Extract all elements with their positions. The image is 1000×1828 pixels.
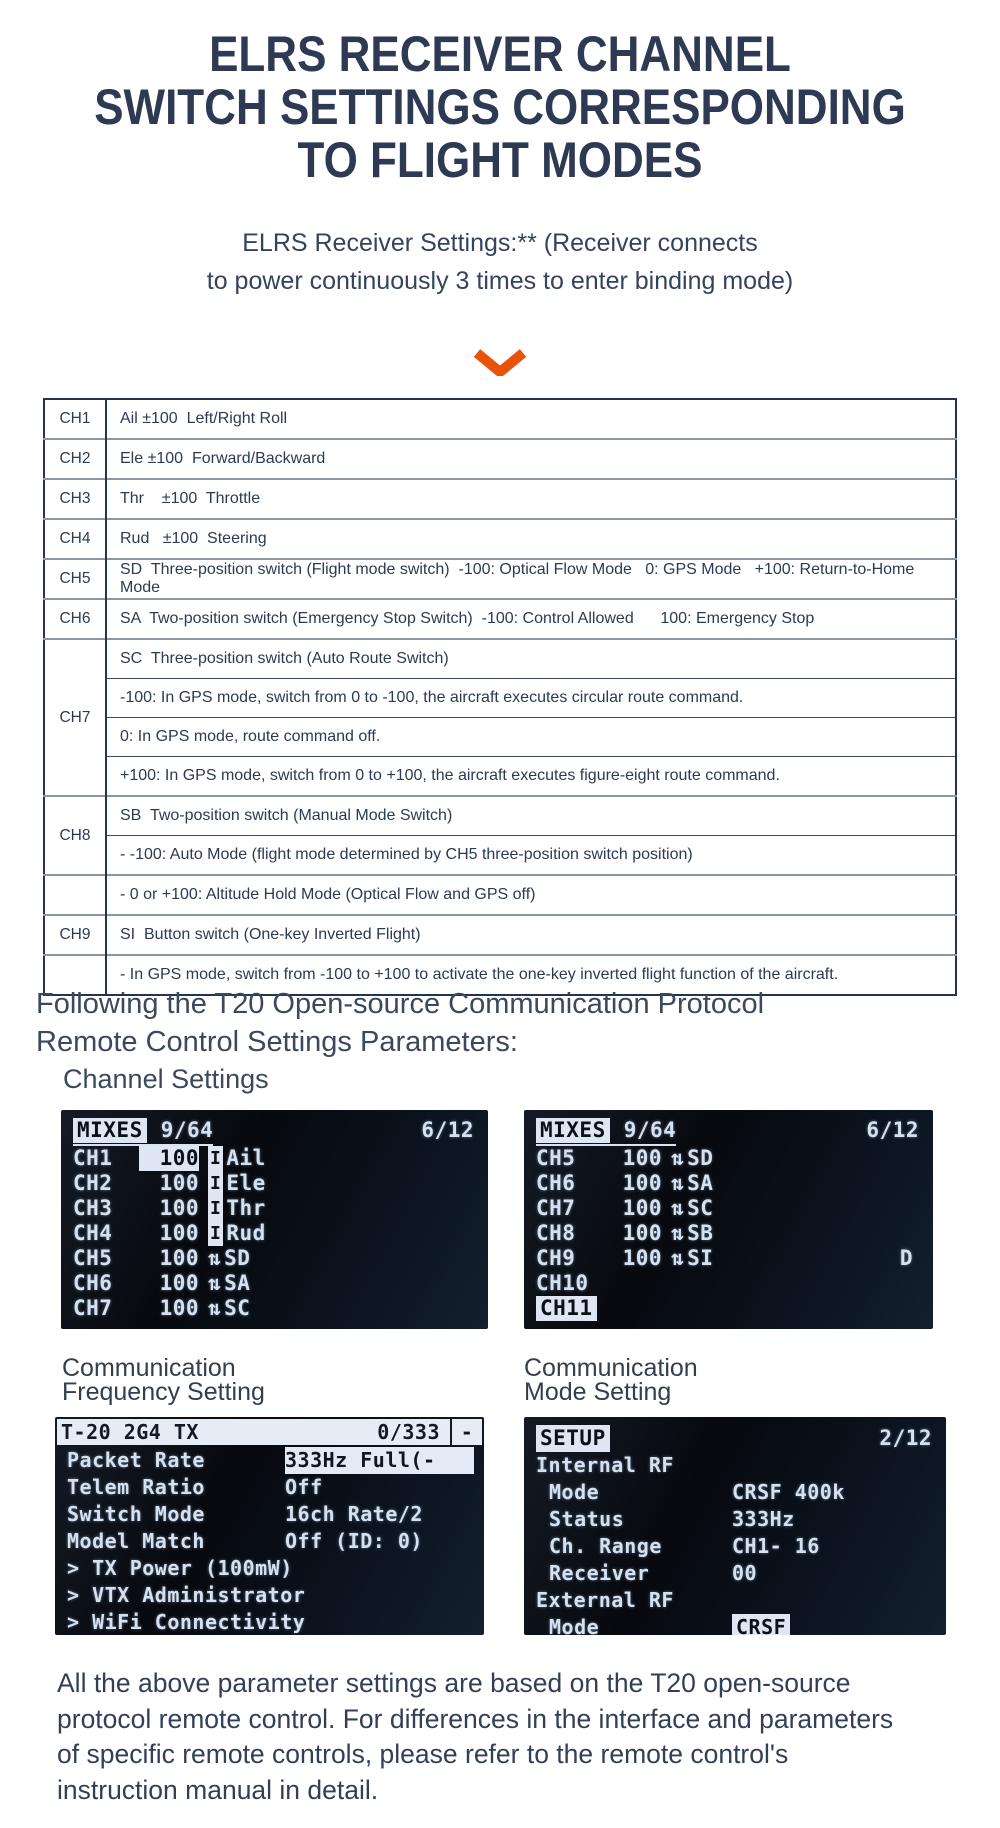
setup-label: Ch. Range <box>549 1534 662 1558</box>
setup-row <box>536 1479 936 1506</box>
subtitle <box>0 224 1000 300</box>
setup-value: 00 <box>732 1561 758 1585</box>
mix-channel: CH6 <box>73 1271 113 1295</box>
mix-channel: CH2 <box>73 1171 113 1195</box>
param-row <box>67 1528 474 1555</box>
tx-title: T-20 2G4 TX <box>61 1420 199 1444</box>
mix-row <box>73 1246 478 1271</box>
setup-row <box>536 1587 936 1614</box>
channel-description: Thr ±100 Throttle <box>106 479 956 519</box>
page-indicator: 6/12 <box>866 1118 919 1142</box>
setup-row <box>536 1614 936 1635</box>
channel-description: - 0 or +100: Altitude Hold Mode (Optical Flow and GPS off) <box>106 875 956 915</box>
table-subrow <box>44 679 956 718</box>
channel-label: CH4 <box>44 519 106 559</box>
channel-description: 0: In GPS mode, route command off. <box>106 718 956 757</box>
setup-label: Internal RF <box>536 1453 674 1477</box>
table-subrow <box>44 757 956 797</box>
lcd-screen-mixes-ch5-ch11 <box>524 1110 933 1329</box>
setup-label: External RF <box>536 1588 674 1612</box>
mix-channel-selected: CH11 <box>536 1296 597 1321</box>
mix-channel: CH10 <box>536 1271 589 1295</box>
switch-updown-icon: ⇅ <box>671 1246 685 1270</box>
param-row <box>67 1447 474 1474</box>
switch-updown-icon: ⇅ <box>208 1246 222 1270</box>
heading-line: Frequency Setting <box>62 1378 265 1406</box>
mix-channel: CH8 <box>536 1221 576 1245</box>
lcd-header <box>536 1425 936 1452</box>
channel-description: SA Two-position switch (Emergency Stop Switch) -100: Control Allowed 100: Emergency Stop <box>106 599 956 639</box>
footer-note <box>57 1666 962 1808</box>
mix-channel: CH5 <box>73 1246 113 1270</box>
channel-description: +100: In GPS mode, switch from 0 to +100, the aircraft executes figure-eight route command. <box>106 757 956 797</box>
menu-tab: SETUP <box>536 1425 610 1452</box>
mix-value: 100 <box>159 1221 199 1245</box>
menu-item: > TX Power (100mW) <box>67 1556 293 1580</box>
page-title-line: TO FLIGHT MODES <box>297 132 703 188</box>
source-type-icon: I <box>210 1173 222 1194</box>
intro-text <box>36 985 764 1061</box>
mix-channel: CH4 <box>73 1221 113 1245</box>
param-label: Telem Ratio <box>67 1475 205 1499</box>
mode-setting-heading <box>524 1356 698 1404</box>
channel-description: SD Three-position switch (Flight mode switch) -100: Optical Flow Mode 0: GPS Mode +100: Return-to-Home Mode <box>106 559 956 599</box>
channel-description: SC Three-position switch (Auto Route Switch) <box>106 639 956 679</box>
param-value: Off <box>285 1475 323 1499</box>
param-row <box>67 1474 474 1501</box>
mix-row <box>536 1146 923 1171</box>
channel-label: CH1 <box>44 399 106 439</box>
table-subrow <box>44 718 956 757</box>
table-row <box>44 479 956 519</box>
switch-updown-icon: ⇅ <box>208 1296 222 1320</box>
mix-value: 100 <box>622 1171 662 1195</box>
footer-line: instruction manual in detail. <box>57 1774 379 1805</box>
footer-line: protocol remote control. For differences in the interface and parameters <box>57 1703 894 1734</box>
param-label: Packet Rate <box>67 1448 205 1472</box>
mix-source: Rud <box>226 1221 266 1245</box>
lcd-header-bar <box>57 1419 482 1445</box>
channel-description: - -100: Auto Mode (flight mode determined by CH5 three-position switch position) <box>106 836 956 876</box>
table-row <box>44 559 956 599</box>
mix-value: 100 <box>159 1296 199 1320</box>
intro-line: Following the T20 Open-source Communication Protocol <box>36 988 765 1020</box>
switch-updown-icon: ⇅ <box>671 1221 685 1245</box>
menu-tab: MIXES <box>536 1118 610 1143</box>
mix-channel: CH7 <box>73 1296 113 1320</box>
menu-item: > VTX Administrator <box>67 1583 306 1607</box>
mix-source: SC <box>687 1196 714 1220</box>
channel-description: Ail ±100 Left/Right Roll <box>120 410 288 427</box>
mix-row <box>536 1221 923 1246</box>
mix-value: 100 <box>622 1196 662 1220</box>
page-title <box>60 28 940 187</box>
d-marker: D <box>899 1246 913 1270</box>
mix-source: Thr <box>226 1196 266 1220</box>
mix-source: SA <box>224 1271 251 1295</box>
channel-description: SB Two-position switch (Manual Mode Switch) <box>106 796 956 836</box>
setup-label: Receiver <box>549 1561 650 1585</box>
menu-tab: MIXES <box>73 1118 147 1143</box>
channel-settings-heading: Channel Settings <box>63 1064 269 1094</box>
channel-label <box>44 875 106 915</box>
heading-line: Communication <box>524 1354 698 1382</box>
channel-label: CH8 <box>44 796 106 875</box>
mix-row <box>536 1196 923 1221</box>
page-title-line: ELRS RECEIVER CHANNEL <box>209 26 791 82</box>
channel-description: Ele ±100 Forward/Backward <box>106 439 956 479</box>
lcd-header <box>536 1118 923 1146</box>
source-type-icon: I <box>210 1198 222 1219</box>
param-row <box>67 1501 474 1528</box>
setup-row <box>536 1452 936 1479</box>
mix-value: 100 <box>159 1246 199 1270</box>
mix-channel: CH3 <box>73 1196 113 1220</box>
page-title-line: SWITCH SETTINGS CORRESPONDING <box>94 79 906 135</box>
source-type-icon: I <box>210 1148 222 1169</box>
mix-row <box>536 1246 923 1271</box>
subtitle-line: to power continuously 3 times to enter binding mode) <box>206 267 794 295</box>
lcd-screen-tx-settings <box>55 1417 484 1635</box>
table-row <box>44 915 956 955</box>
chevron-down-icon <box>0 348 1000 381</box>
page-indicator: 6/12 <box>421 1118 474 1142</box>
page-indicator: 2/12 <box>879 1426 932 1450</box>
mix-row <box>536 1171 923 1196</box>
setup-value: CH1- 16 <box>732 1534 820 1558</box>
mix-channel: CH9 <box>536 1246 576 1270</box>
switch-updown-icon: ⇅ <box>208 1271 222 1295</box>
channel-label: CH2 <box>44 439 106 479</box>
mix-row <box>73 1221 478 1246</box>
mix-counter: 9/64 <box>160 1118 214 1142</box>
setup-row <box>536 1506 936 1533</box>
mix-source: Ail <box>226 1146 266 1170</box>
channel-description: - In GPS mode, switch from -100 to +100 to activate the one-key inverted flight function of the aircraft. <box>106 955 956 995</box>
param-value: Off (ID: 0) <box>285 1529 423 1553</box>
channel-label: CH6 <box>44 599 106 639</box>
channel-label: CH9 <box>44 915 106 955</box>
setup-row <box>536 1560 936 1587</box>
table-row <box>44 519 956 559</box>
setup-value: CRSF 400k <box>732 1480 845 1504</box>
tx-counter: 0/333 <box>377 1420 440 1444</box>
param-value: 16ch Rate/2 <box>285 1502 423 1526</box>
channel-description: -100: In GPS mode, switch from 0 to -100, the aircraft executes circular route command. <box>106 679 956 718</box>
table-row <box>44 599 956 639</box>
mix-source: SD <box>687 1146 714 1170</box>
mix-channel: CH7 <box>536 1196 576 1220</box>
mix-row <box>73 1296 478 1321</box>
mix-row <box>73 1171 478 1196</box>
mix-row <box>536 1271 923 1296</box>
param-value: 333Hz Full(- <box>285 1447 474 1474</box>
mix-value: 100 <box>159 1271 199 1295</box>
mix-value: 100 <box>622 1146 662 1170</box>
table-row <box>44 399 956 439</box>
lcd-header <box>73 1118 478 1146</box>
mix-row <box>73 1271 478 1296</box>
mix-value: 100 <box>159 1196 199 1220</box>
frequency-setting-heading <box>62 1356 265 1404</box>
mix-value: 100 <box>159 1171 199 1195</box>
channel-description: SI Button switch (One-key Inverted Flight) <box>106 915 956 955</box>
table-row <box>44 796 956 836</box>
source-type-icon: I <box>210 1223 222 1244</box>
mix-counter: 9/64 <box>623 1118 677 1142</box>
heading-line: Mode Setting <box>524 1378 672 1406</box>
mix-source: SD <box>224 1246 251 1270</box>
mix-channel: CH1 <box>73 1146 113 1170</box>
lcd-screen-mixes-ch1-ch7 <box>61 1110 488 1329</box>
table-row <box>44 639 956 679</box>
subtitle-line: ELRS Receiver Settings:** (Receiver connects <box>242 229 758 257</box>
setup-value: 333Hz <box>732 1507 795 1531</box>
mix-value: 100 <box>622 1221 662 1245</box>
mix-source: SC <box>224 1296 251 1320</box>
mix-row <box>73 1196 478 1221</box>
mix-row <box>73 1146 478 1171</box>
mix-row <box>536 1296 923 1321</box>
channel-label: CH5 <box>44 559 106 599</box>
menu-item: > WiFi Connectivity <box>67 1610 306 1634</box>
param-label: Model Match <box>67 1529 205 1553</box>
switch-updown-icon: ⇅ <box>671 1196 685 1220</box>
setup-label: Mode <box>549 1480 600 1504</box>
mix-channel: CH6 <box>536 1171 576 1195</box>
heading-line: Communication <box>62 1354 236 1382</box>
channel-description: Rud ±100 Steering <box>106 519 956 559</box>
lcd-screen-setup <box>524 1417 946 1635</box>
switch-updown-icon: ⇅ <box>671 1171 685 1195</box>
setup-value-selected: CRSF <box>732 1614 790 1635</box>
table-row <box>44 875 956 915</box>
setup-label: Mode <box>549 1615 600 1635</box>
channel-label: CH7 <box>44 639 106 796</box>
footer-line: of specific remote controls, please refer to the remote control's <box>57 1739 789 1769</box>
tx-dash: - <box>450 1419 482 1445</box>
mix-source: SB <box>687 1221 714 1245</box>
footer-line: All the above parameter settings are based on the T20 open-source <box>57 1668 851 1698</box>
mix-source: SI <box>687 1246 714 1270</box>
mix-value: 100 <box>139 1146 199 1171</box>
setup-row <box>536 1533 936 1560</box>
table-row <box>44 439 956 479</box>
setup-label: Status <box>549 1507 625 1531</box>
switch-updown-icon: ⇅ <box>671 1146 685 1170</box>
mix-source: Ele <box>226 1171 266 1195</box>
param-label: Switch Mode <box>67 1502 205 1526</box>
mix-source: SA <box>687 1171 714 1195</box>
channel-table <box>43 398 957 996</box>
mix-channel: CH5 <box>536 1146 576 1170</box>
channel-label: CH3 <box>44 479 106 519</box>
mix-value: 100 <box>622 1246 662 1270</box>
intro-line: Remote Control Settings Parameters: <box>36 1026 518 1058</box>
table-subrow <box>44 836 956 876</box>
